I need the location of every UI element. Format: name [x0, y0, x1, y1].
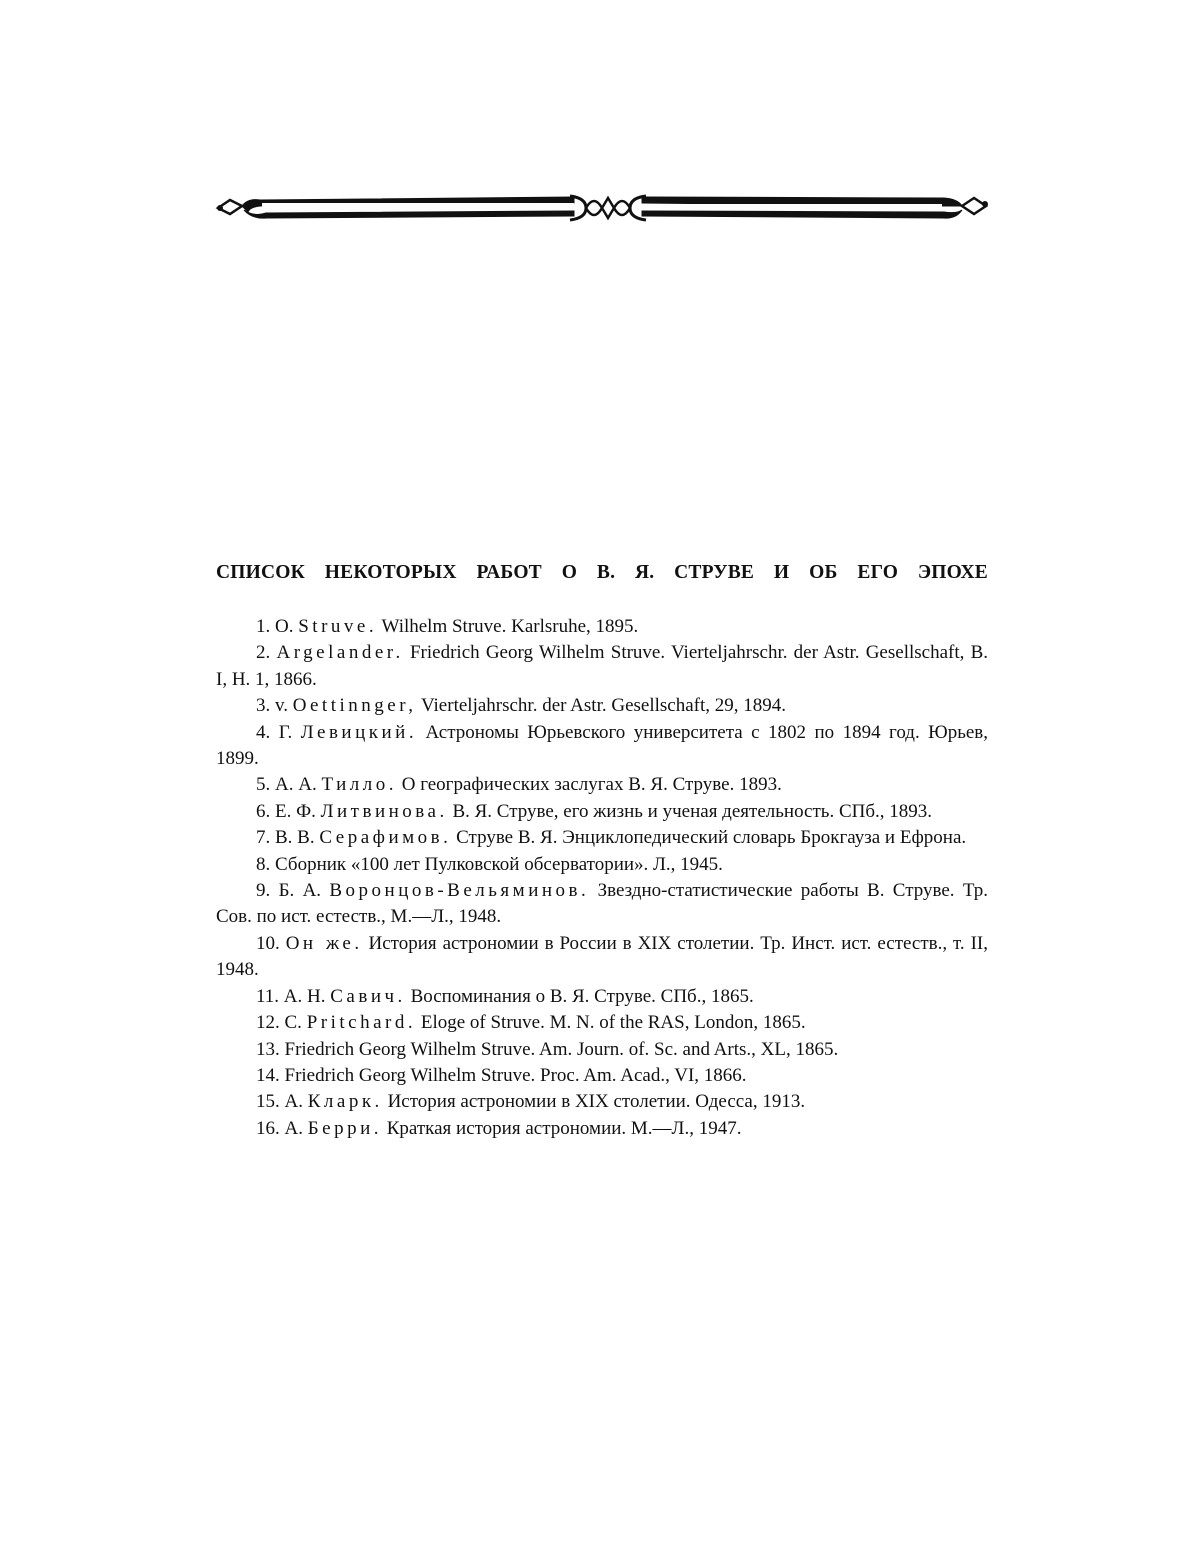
list-item	[216, 614, 988, 640]
entry-number: 2.	[256, 642, 271, 664]
entry-text: Воспоминания о В. Я. Струве. СПб., 1865.	[410, 985, 754, 1007]
entry-number: 7.	[256, 827, 271, 849]
entry-text: Eloge of Struve. M. N. of the RAS, London, 1865.	[420, 1012, 806, 1034]
bibliography-list	[216, 614, 988, 1142]
list-item	[216, 693, 988, 719]
entry-number: 4.	[256, 721, 271, 743]
entry-author: Pritchard.	[306, 1012, 417, 1034]
entry-number: 3.	[256, 695, 271, 717]
entry-author: Oettinnger,	[292, 695, 417, 717]
entry-number: 1.	[256, 616, 271, 637]
entry-author: Тилло.	[321, 774, 397, 796]
list-item	[216, 1063, 988, 1089]
entry-author: Литвинова.	[320, 800, 448, 822]
entry-author: Struve.	[298, 616, 378, 637]
list-item	[216, 852, 988, 878]
entry-text: Струве В. Я. Энциклопедический словарь Брокгауза и Ефрона.	[456, 827, 967, 849]
entry-author: Кларк.	[307, 1091, 383, 1113]
entry-text: Звездно-статистические работы В. Струве. Тр. Сов. по ист. естеств., М.—Л., 1948.	[216, 880, 989, 928]
entry-initials: C.	[284, 1012, 302, 1034]
list-item	[216, 984, 988, 1010]
entry-text: Friedrich Georg Wilhelm Struve. Proc. Am. Acad., VI, 1866.	[284, 1064, 747, 1086]
entry-number: 13.	[256, 1038, 280, 1060]
list-item	[216, 799, 988, 825]
entry-number: 16.	[256, 1117, 280, 1139]
entry-initials: A	[276, 642, 294, 664]
entry-initials: А. Н.	[283, 985, 326, 1007]
decorative-header-ornament	[214, 184, 990, 230]
entry-number: 8.	[256, 853, 271, 875]
entry-number: 15.	[256, 1091, 280, 1113]
list-item	[216, 1116, 988, 1142]
entry-initials: А.	[284, 1117, 303, 1139]
entry-number: 14.	[256, 1064, 280, 1086]
entry-author: rgelander.	[293, 642, 404, 664]
entry-author: Он же.	[285, 932, 363, 954]
entry-text: Сборник «100 лет Пулковской обсерватории». Л., 1945.	[275, 853, 723, 875]
list-item	[216, 772, 988, 798]
entry-text: Краткая история астрономии. М.—Л., 1947.	[386, 1117, 742, 1139]
entry-text: Friedrich Georg Wilhelm Struve. Am. Journ. of. Sc. and Arts., XL, 1865.	[284, 1038, 839, 1060]
entry-text: История астрономии в России в XIX столетии. Тр. Инст. ист. естеств., т. II, 1948.	[216, 932, 989, 981]
entry-text: История астрономии в XIX столетии. Одесса, 1913.	[387, 1091, 806, 1113]
entry-number: 5.	[256, 774, 271, 796]
entry-number: 11.	[256, 985, 280, 1007]
list-item	[216, 1089, 988, 1115]
entry-initials: А.	[284, 1091, 303, 1113]
list-item	[216, 825, 988, 851]
list-item	[216, 1037, 988, 1063]
entry-initials: Г.	[278, 721, 293, 743]
list-item	[216, 931, 988, 984]
entry-number: 10.	[256, 932, 280, 954]
entry-initials: Е. Ф.	[275, 800, 316, 822]
entry-initials: А. А.	[275, 774, 317, 796]
entry-text: В. Я. Струве, его жизнь и ученая деятельность. СПб., 1893.	[452, 800, 933, 822]
list-item	[216, 878, 988, 931]
list-item	[216, 640, 988, 693]
list-item	[216, 1010, 988, 1036]
entry-number: 6.	[256, 800, 271, 822]
entry-author: Берри.	[307, 1117, 382, 1139]
ornament-rule-graphic	[214, 184, 990, 230]
entry-initials: В. В.	[275, 827, 315, 849]
entry-author: Серафимов.	[319, 827, 452, 849]
entry-author: Левицкий.	[300, 721, 418, 743]
entry-initials: v.	[275, 695, 289, 717]
entry-text: Friedrich Georg Wilhelm Struve. Vierteljahrschr. der Astr. Gesellschaft, B. I, H. 1, 1866.	[216, 642, 988, 690]
entry-initials: О.	[275, 616, 294, 637]
page-title: СПИСОК НЕКОТОРЫХ РАБОТ О В. Я. СТРУВЕ И ОБ ЕГО ЭПОХЕ	[216, 562, 988, 583]
entry-author: Савич.	[330, 985, 406, 1007]
entry-text: О географических заслугах В. Я. Струве. 1893.	[401, 774, 782, 796]
entry-number: 12.	[256, 1012, 280, 1034]
entry-author: Воронцов-Вельяминов.	[329, 880, 590, 902]
entry-initials: Б. А.	[278, 880, 322, 902]
entry-number: 9.	[256, 880, 271, 902]
entry-text: Wilhelm Struve. Karlsruhe, 1895.	[381, 616, 639, 637]
list-item	[216, 720, 988, 773]
entry-text: Астрономы Юрьевского университета с 1802 по 1894 год. Юрьев, 1899.	[216, 721, 989, 770]
entry-text: Vierteljahrschr. der Astr. Gesellschaft, 29, 1894.	[420, 695, 786, 717]
